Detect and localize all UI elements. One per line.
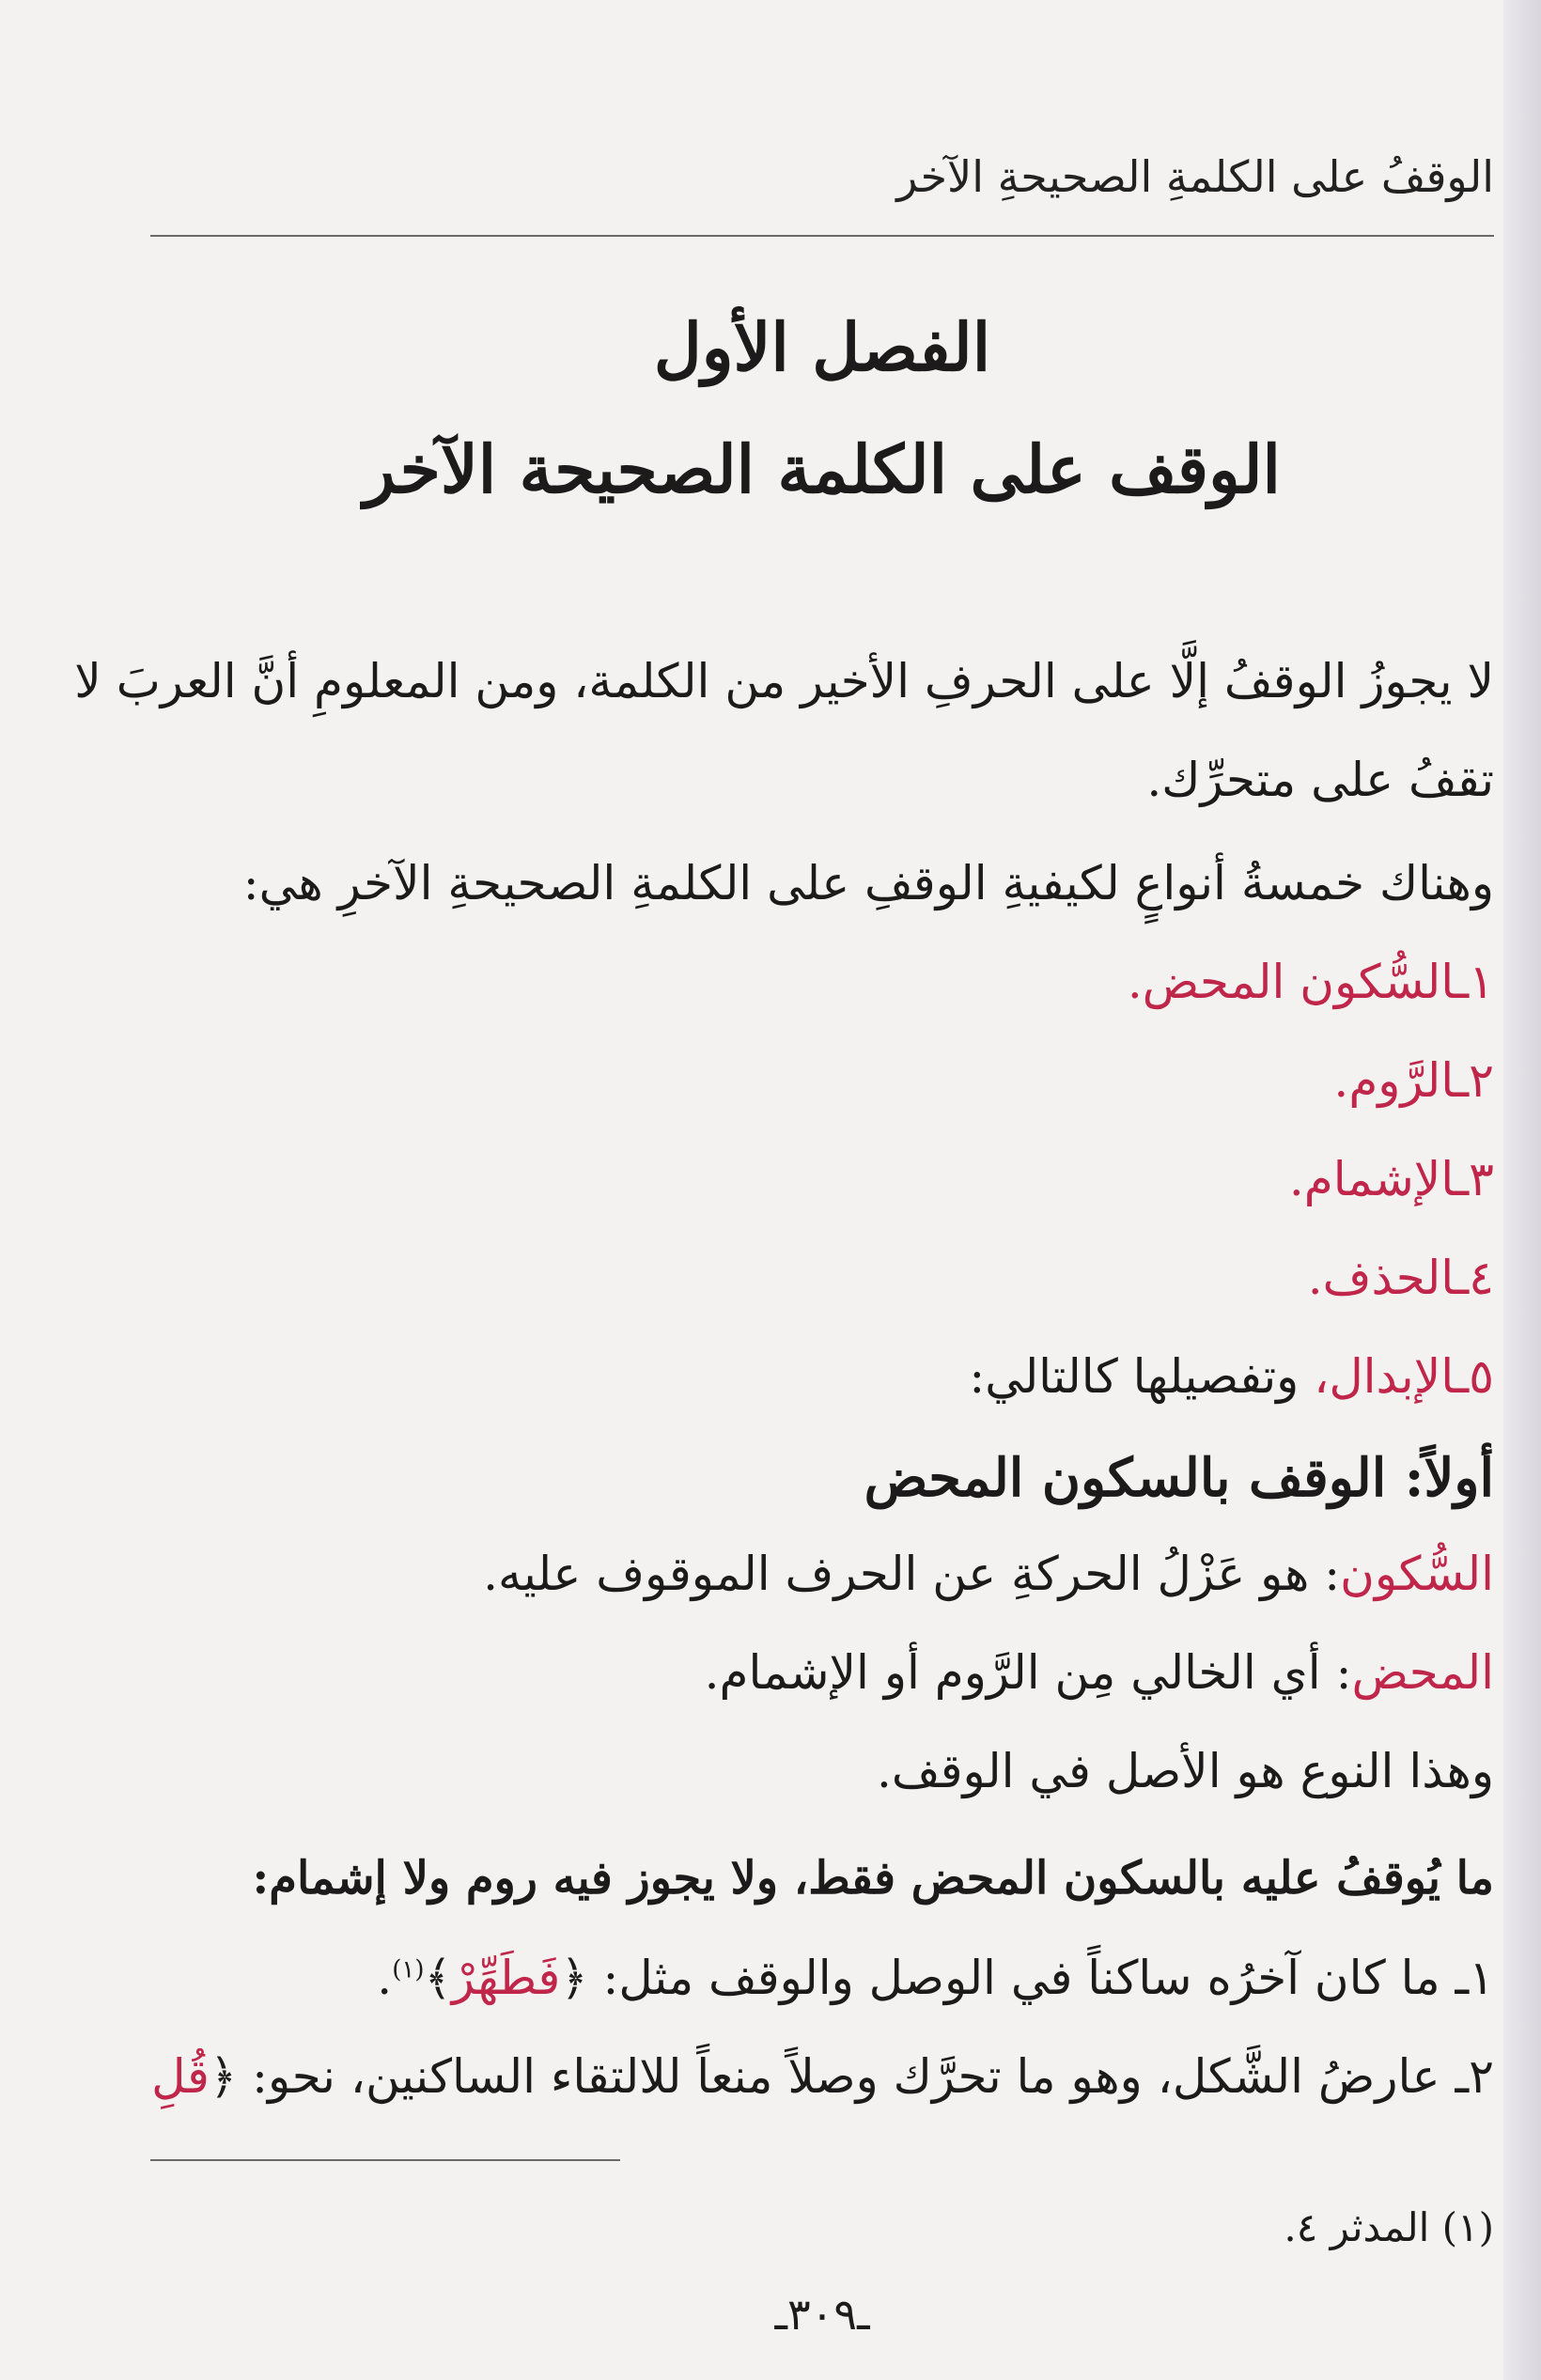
- type-number: ٥ـ: [1455, 1349, 1494, 1404]
- type-label: السُّكون المحض.: [1127, 955, 1455, 1009]
- type-item-5: [150, 1349, 1494, 1404]
- definition-text: : هو عَزْلُ الحركةِ عن الحرف الموقوف عليه.: [483, 1547, 1341, 1601]
- footnote: (١) المدثر ٤.: [1284, 2204, 1494, 2250]
- type-label: الإبدال،: [1314, 1349, 1455, 1404]
- intro-line-2: تقفُ على متحرِّك.: [1146, 753, 1494, 807]
- running-head: الوقفُ على الكلمةِ الصحيحةِ الآخر: [896, 151, 1494, 202]
- type-number: ٢ـ: [1455, 1053, 1494, 1108]
- chapter-title: الفصل الأول: [653, 308, 991, 386]
- type-number: ١ـ: [1455, 955, 1494, 1009]
- type-number: ٣ـ: [1455, 1152, 1494, 1206]
- subheading: ما يُوقفُ عليه بالسكون المحض فقط، ولا يجوز فيه روم ولا إشمام:: [252, 1852, 1494, 1905]
- type-item-2: [150, 1053, 1494, 1108]
- type-rest: وتفصيلها كالتالي:: [969, 1349, 1315, 1404]
- definition-mahd: [150, 1645, 1494, 1700]
- quran-word: قُلِ: [151, 2049, 210, 2104]
- footnote-ref: (١): [392, 1955, 425, 1984]
- type-label: الرَّوم.: [1333, 1053, 1455, 1108]
- section-note: وهذا النوع هو الأصل في الوقف.: [876, 1744, 1494, 1798]
- rule-item-2: [150, 2049, 1494, 2104]
- definition-term: السُّكون: [1340, 1547, 1494, 1601]
- intro-line-3: وهناك خمسةُ أنواعٍ لكيفيةِ الوقفِ على الكلمةِ الصحيحةِ الآخرِ هي:: [242, 856, 1494, 910]
- type-item-4: [150, 1251, 1494, 1305]
- type-item-1: [150, 955, 1494, 1009]
- intro-line-1: لا يجوزُ الوقفُ إلَّا على الحرفِ الأخير من الكلمة، ومن المعلومِ أنَّ العربَ لا: [74, 654, 1494, 708]
- footnote-rule: [150, 2159, 620, 2161]
- header-rule: [150, 235, 1494, 237]
- definition-text: : أي الخالي مِن الرَّوم أو الإشمام.: [704, 1645, 1352, 1700]
- quran-bracket-close: ﴾: [424, 1951, 452, 2005]
- definition-term: المحض: [1351, 1645, 1494, 1700]
- chapter-subtitle: الوقف على الكلمة الصحيحة الآخر: [363, 430, 1281, 508]
- type-number: ٤ـ: [1455, 1251, 1494, 1305]
- quran-word: فَطَهِّرْ: [451, 1951, 561, 2005]
- page-number: ـ٣٠٩ـ: [774, 2289, 870, 2340]
- section-heading: أولاً: الوقف بالسكون المحض: [864, 1447, 1494, 1509]
- type-item-3: [150, 1152, 1494, 1206]
- type-label: الإشمام.: [1288, 1152, 1455, 1206]
- rule-item-1: [150, 1951, 1494, 2005]
- book-page: [74, 0, 1494, 2380]
- rule-text: ١ـ ما كان آخرُه ساكناً في الوصل والوقف مثل: ﴿: [560, 1951, 1494, 2005]
- page-edge: [1503, 0, 1541, 2380]
- rule-text: ٢ـ عارضُ الشَّكل، وهو ما تحرَّك وصلاً منعاً للالتقاء الساكنين، نحو: ﴿: [209, 2049, 1494, 2104]
- definition-sukun: [150, 1547, 1494, 1601]
- type-label: الحذف.: [1307, 1251, 1455, 1305]
- rule-tail: .: [377, 1951, 393, 2005]
